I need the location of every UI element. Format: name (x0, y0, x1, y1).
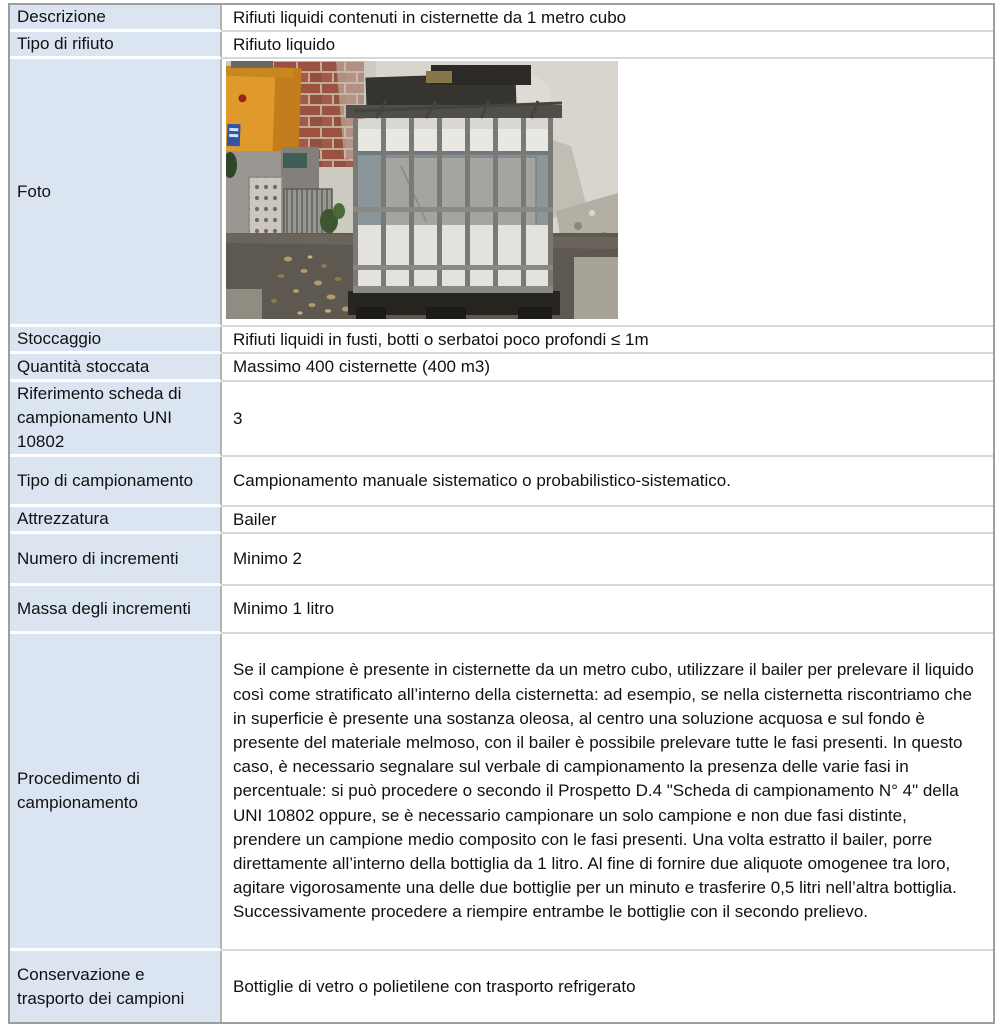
row-foto-label: Foto (10, 59, 222, 327)
waste-sampling-sheet-table (8, 3, 995, 1024)
row-procedimento (10, 634, 993, 951)
row-tipo-di-rifiuto-value: Rifiuto liquido (222, 32, 993, 59)
row-stoccaggio (10, 327, 993, 354)
ibc-container-photo (226, 61, 618, 319)
row-procedimento-value: Se il campione è presente in cisternette da un metro cubo, utilizzare il bailer per prelevare il liquido così come stratificato all’interno della cisternetta: ad esempio, se nella cisternetta riscontriamo che in superficie è presente una sostanza oleosa, al centro una soluzione acquosa e sul fondo è presente del materiale melmoso, con il bailer è possibile prelevare tutte le fasi presenti. In questo caso, è necessario segnalare sul verbale di campionamento la presenza delle varie fasi in percentuale: si può procedere o secondo il Prospetto D.4 "Scheda di campionamento N° 4" della UNI 10802 oppure, se è necessario campionare un solo campione e non due fasi distinte, prendere un campione medio composito con le fasi presenti. Una volta estratto il bailer, porre direttamente all’interno della bottiglia da 1 litro. Al fine di fornire due aliquote omogenee tra loro, agitare vigorosamente una delle due bottiglie per un minuto e trasferire 0,5 litri nell’altra bottiglia. Successivamente procedere a riempire entrambe le bottiglie con il secondo prelievo. (222, 634, 993, 951)
row-descrizione (10, 5, 993, 32)
row-massa-incrementi-label: Massa degli incrementi (10, 586, 222, 634)
row-numero-incrementi-value: Minimo 2 (222, 534, 993, 586)
row-descrizione-value: Rifiuti liquidi contenuti in cisternette da 1 metro cubo (222, 5, 993, 32)
row-massa-incrementi-value: Minimo 1 litro (222, 586, 993, 634)
row-attrezzatura (10, 507, 993, 534)
row-tipo-di-campionamento-value: Campionamento manuale sistematico o probabilistico-sistematico. (222, 457, 993, 507)
row-attrezzatura-value: Bailer (222, 507, 993, 534)
row-quantita-stoccata (10, 354, 993, 382)
row-procedimento-label: Procedimento di campionamento (10, 634, 222, 951)
row-foto-value (222, 59, 993, 327)
row-foto (10, 59, 993, 327)
row-numero-incrementi (10, 534, 993, 586)
row-riferimento-scheda (10, 382, 993, 457)
row-quantita-stoccata-value: Massimo 400 cisternette (400 m3) (222, 354, 993, 382)
row-conservazione-trasporto-label: Conservazione e trasporto dei campioni (10, 951, 222, 1022)
row-quantita-stoccata-label: Quantità stoccata (10, 354, 222, 382)
row-riferimento-scheda-value: 3 (222, 382, 993, 457)
row-tipo-di-campionamento-label: Tipo di campionamento (10, 457, 222, 507)
row-attrezzatura-label: Attrezzatura (10, 507, 222, 534)
row-riferimento-scheda-label: Riferimento scheda di campionamento UNI 10802 (10, 382, 222, 457)
row-tipo-di-rifiuto-label: Tipo di rifiuto (10, 32, 222, 59)
row-descrizione-label: Descrizione (10, 5, 222, 32)
row-conservazione-trasporto-value: Bottiglie di vetro o polietilene con trasporto refrigerato (222, 951, 993, 1022)
row-stoccaggio-label: Stoccaggio (10, 327, 222, 354)
row-conservazione-trasporto (10, 951, 993, 1022)
row-numero-incrementi-label: Numero di incrementi (10, 534, 222, 586)
row-tipo-di-rifiuto (10, 32, 993, 59)
row-massa-incrementi (10, 586, 993, 634)
row-tipo-di-campionamento (10, 457, 993, 507)
row-stoccaggio-value: Rifiuti liquidi in fusti, botti o serbatoi poco profondi ≤ 1m (222, 327, 993, 354)
